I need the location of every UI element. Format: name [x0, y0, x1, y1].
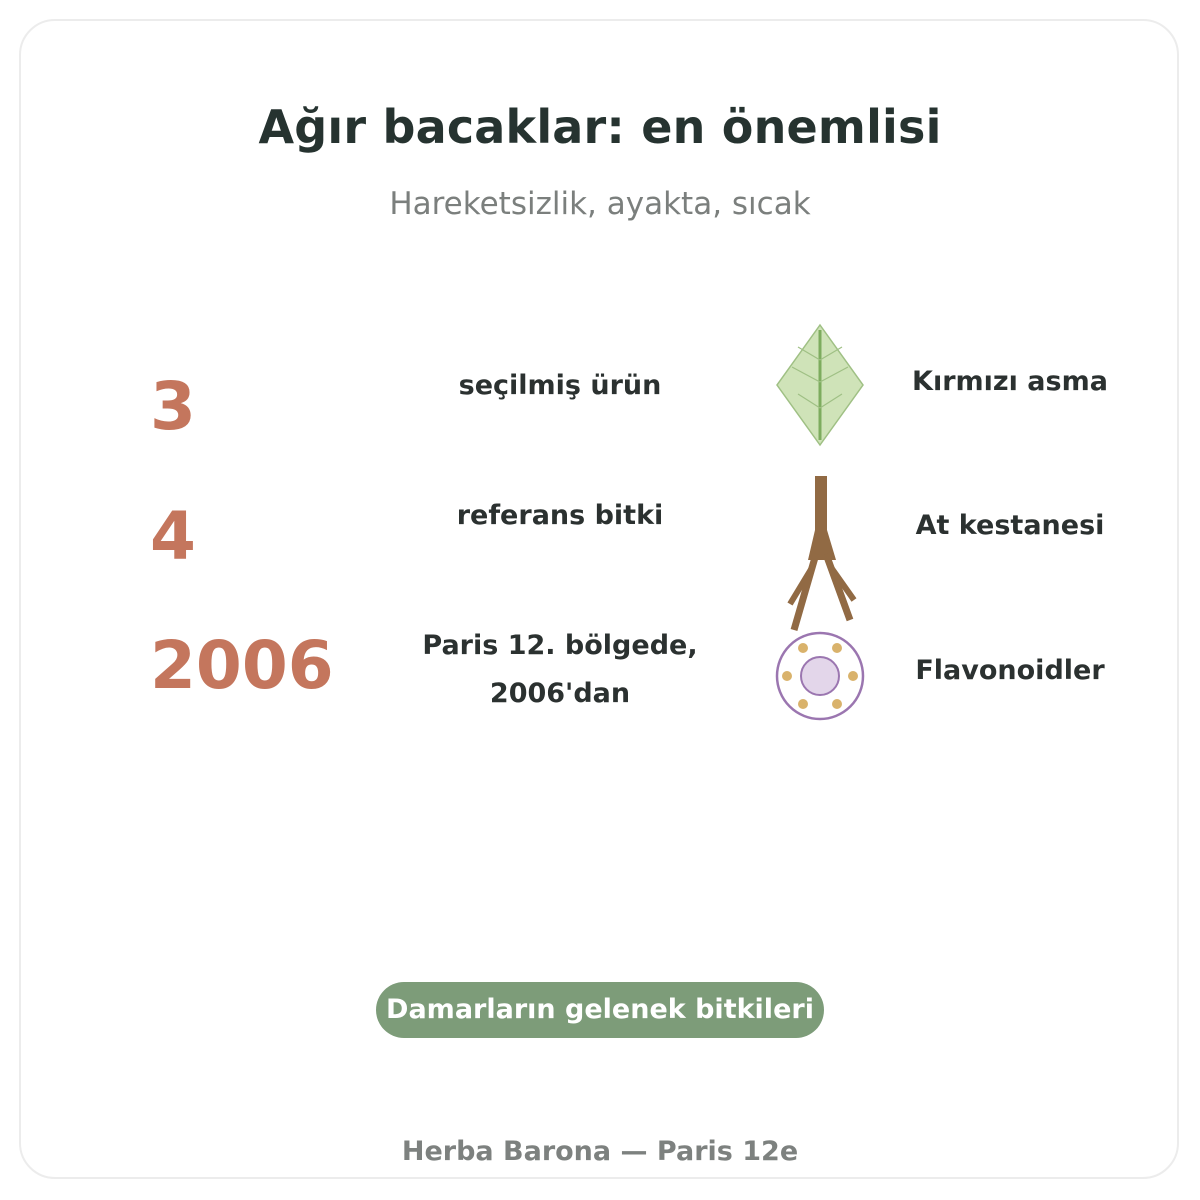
plant-label-horse-chestnut: At kestanesi	[915, 510, 1105, 541]
plant-label-flavonoids: Flavonoidler	[915, 655, 1105, 686]
stat-label-year	[400, 622, 720, 718]
stat-label-year-line2: 2006'dan	[489, 678, 631, 709]
cell-icon	[772, 628, 868, 724]
stat-number-products: 3	[150, 368, 196, 445]
stat-number-year: 2006	[150, 627, 334, 704]
plant-label-red-vine: Kırmızı asma	[912, 366, 1108, 397]
stat-label-plants: referans bitki	[456, 500, 664, 531]
stat-label-year-line1: Paris 12. bölgede,	[422, 630, 698, 661]
footer-brand: Herba Barona — Paris 12e	[401, 1136, 799, 1167]
cta-button[interactable]: Damarların gelenek bitkileri	[376, 982, 824, 1038]
leaf-icon	[770, 320, 870, 450]
page-subtitle: Hareketsizlik, ayakta, sıcak	[389, 186, 811, 222]
stat-label-products: seçilmiş ürün	[458, 370, 662, 401]
roots-icon	[770, 470, 870, 640]
stat-number-plants: 4	[150, 498, 196, 575]
page-title: Ağır bacaklar: en önemlisi	[258, 100, 942, 154]
